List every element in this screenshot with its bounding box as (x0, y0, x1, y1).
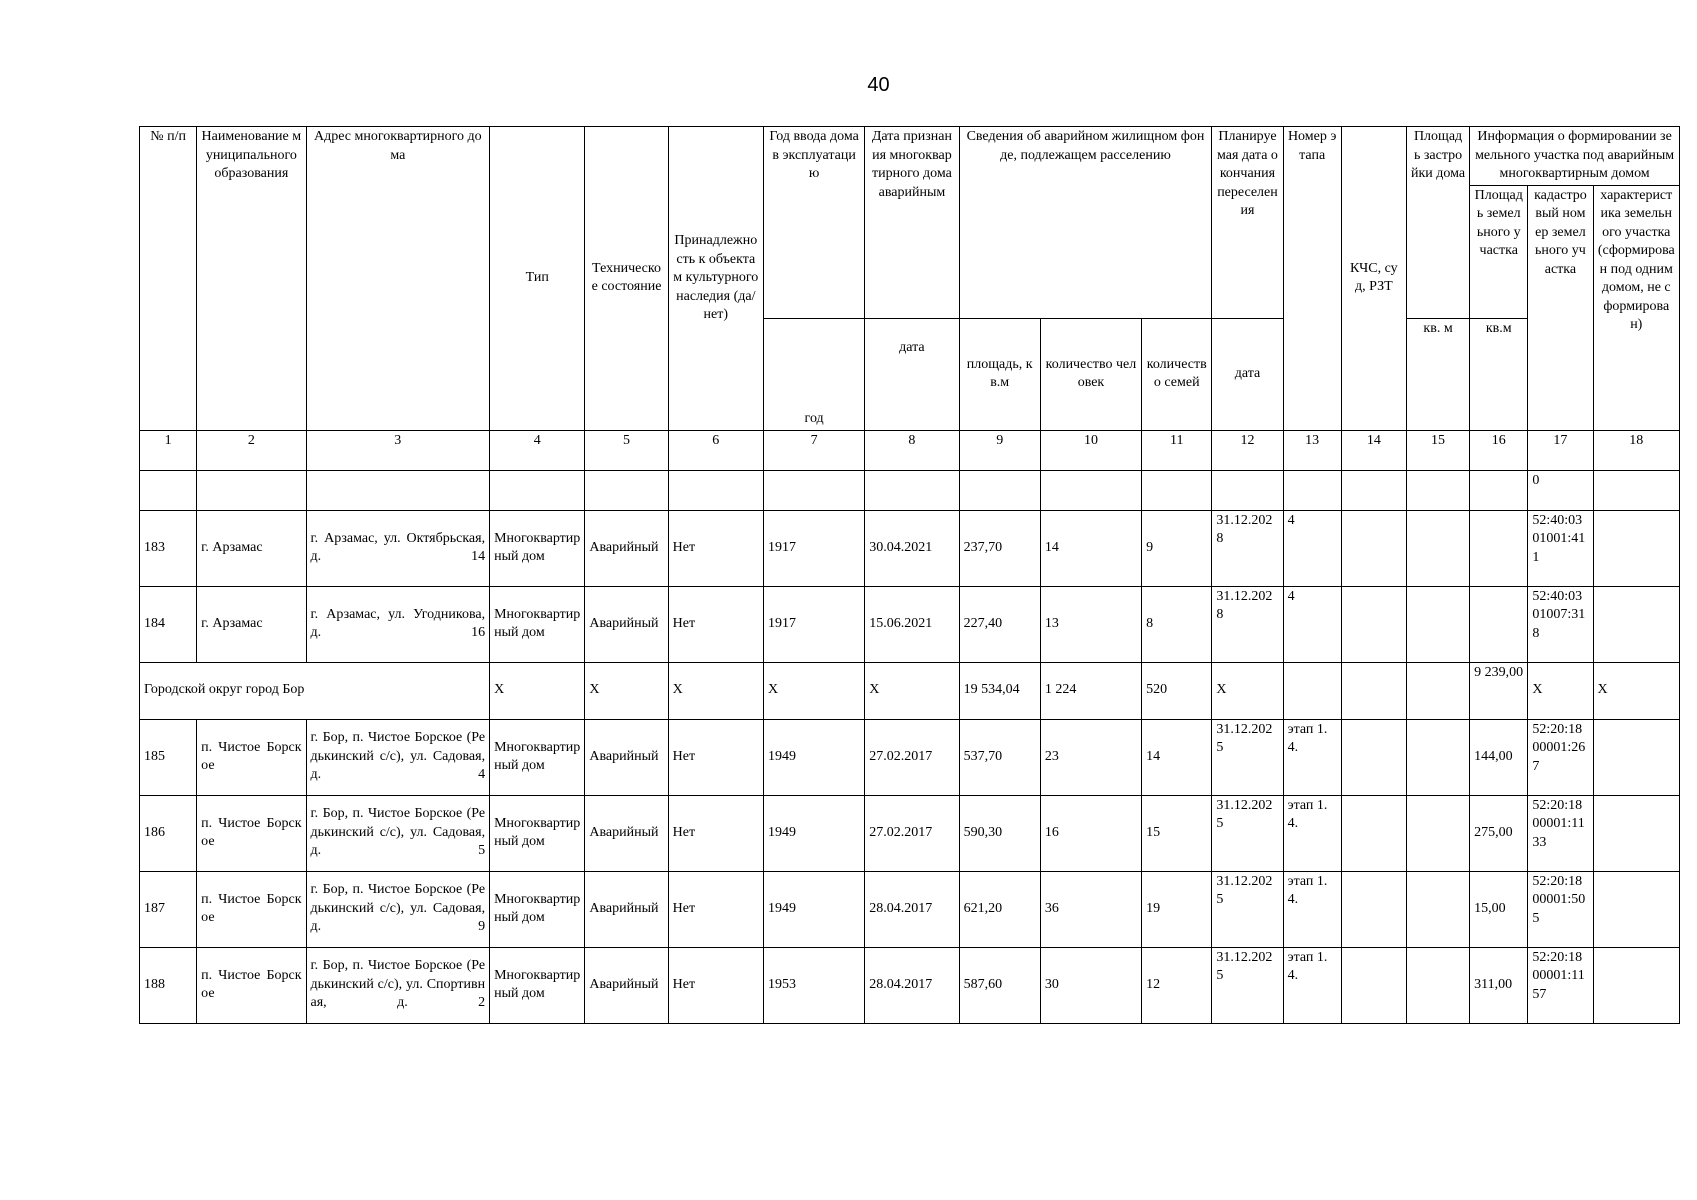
header-col-16-unit: кв.м (1470, 318, 1528, 430)
stage-number: 4 (1283, 586, 1341, 662)
heritage-status: Нет (668, 947, 763, 1023)
column-number: 3 (306, 430, 490, 470)
house-type: Многоквартирный дом (490, 947, 585, 1023)
stage-number: этап 1.4. (1283, 871, 1341, 947)
planned-end-date: 31.12.2028 (1212, 510, 1283, 586)
resettlement-area: 587,60 (959, 947, 1040, 1023)
resettlement-area: 590,30 (959, 795, 1040, 871)
people-count: 23 (1040, 719, 1141, 795)
header-col-15-unit: кв. м (1406, 318, 1469, 430)
families-count: 8 (1142, 586, 1212, 662)
header-col-1: № п/п (140, 127, 197, 431)
column-number: 1 (140, 430, 197, 470)
land-area: 144,00 (1470, 719, 1528, 795)
commission-year: 1949 (763, 871, 864, 947)
house-type: Многоквартирный дом (490, 586, 585, 662)
technical-state: Аварийный (585, 947, 668, 1023)
people-count: 14 (1040, 510, 1141, 586)
address: г. Арзамас, ул. Угодникова, д. 16 (306, 586, 490, 662)
technical-state: Аварийный (585, 586, 668, 662)
resettlement-area: 227,40 (959, 586, 1040, 662)
land-characteristic (1593, 719, 1679, 795)
building-area (1406, 719, 1469, 795)
emergency-date: 27.02.2017 (865, 795, 959, 871)
technical-state: Аварийный (585, 510, 668, 586)
summary-type: X (490, 662, 585, 719)
summary-land-area: 9 239,00 (1470, 662, 1528, 719)
people-count: 36 (1040, 871, 1141, 947)
people-count: 13 (1040, 586, 1141, 662)
kchs-court-rzt (1341, 795, 1406, 871)
planned-end-date: 31.12.2025 (1212, 947, 1283, 1023)
municipality: п. Чистое Борское (197, 871, 306, 947)
emergency-date: 28.04.2017 (865, 947, 959, 1023)
page-number: 40 (867, 74, 890, 96)
header-col-10: количество человек (1040, 318, 1141, 430)
continuation-row (140, 470, 1680, 510)
header-row-1 (140, 127, 1680, 186)
header-col-8-unit: дата (865, 318, 959, 430)
header-col-4: Тип (490, 127, 585, 431)
table-row (140, 947, 1680, 1023)
building-area (1406, 586, 1469, 662)
people-count: 30 (1040, 947, 1141, 1023)
row-number: 188 (140, 947, 197, 1023)
municipality: г. Арзамас (197, 586, 306, 662)
header-col-12-unit: дата (1212, 318, 1283, 430)
column-number: 17 (1528, 430, 1593, 470)
column-number: 15 (1406, 430, 1469, 470)
commission-year: 1917 (763, 510, 864, 586)
people-count: 16 (1040, 795, 1141, 871)
kchs-court-rzt (1341, 719, 1406, 795)
emergency-date: 15.06.2021 (865, 586, 959, 662)
land-area: 15,00 (1470, 871, 1528, 947)
header-col-14: КЧС, суд, РЗТ (1341, 127, 1406, 431)
table-row (140, 871, 1680, 947)
column-number: 13 (1283, 430, 1341, 470)
summary-plan: X (1212, 662, 1283, 719)
municipality: п. Чистое Борское (197, 795, 306, 871)
heritage-status: Нет (668, 871, 763, 947)
planned-end-date: 31.12.2028 (1212, 586, 1283, 662)
cadastral-number: 52:20:1800001:1133 (1528, 795, 1593, 871)
address: г. Арзамас, ул. Октябрьская, д. 14 (306, 510, 490, 586)
row-number: 183 (140, 510, 197, 586)
address: г. Бор, п. Чистое Борское (Редькинский с/с), ул. Садовая, д. 4 (306, 719, 490, 795)
header-group-16-18: Информация о формировании земельного участка под аварийным многоквартирным домом (1470, 127, 1680, 186)
kchs-court-rzt (1341, 586, 1406, 662)
resettlement-area: 537,70 (959, 719, 1040, 795)
column-number: 10 (1040, 430, 1141, 470)
summary-people: 1 224 (1040, 662, 1141, 719)
emergency-date: 30.04.2021 (865, 510, 959, 586)
cadastral-number: 52:20:1800001:1157 (1528, 947, 1593, 1023)
cadastral-number: 52:40:0301007:318 (1528, 586, 1593, 662)
header-col-7: Год ввода дома в эксплуатацию (763, 127, 864, 319)
header-col-6: Принадлежность к объектам культурного наследия (да/нет) (668, 127, 763, 431)
cadastral-number: 52:40:0301001:411 (1528, 510, 1593, 586)
house-type: Многоквартирный дом (490, 795, 585, 871)
land-characteristic (1593, 510, 1679, 586)
heritage-status: Нет (668, 719, 763, 795)
header-col-12: Планируемая дата окончания переселения (1212, 127, 1283, 319)
column-number-row (140, 430, 1680, 470)
column-number: 18 (1593, 430, 1679, 470)
row-number: 187 (140, 871, 197, 947)
column-number: 14 (1341, 430, 1406, 470)
table-row (140, 510, 1680, 586)
commission-year: 1953 (763, 947, 864, 1023)
summary-heritage: X (668, 662, 763, 719)
commission-year: 1917 (763, 586, 864, 662)
summary-municipality: Городской округ город Бор (140, 662, 490, 719)
address: г. Бор, п. Чистое Борское (Редькинский с/с), ул. Садовая, д. 9 (306, 871, 490, 947)
stage-number: этап 1.4. (1283, 795, 1341, 871)
header-col-15: Площадь застройки дома (1406, 127, 1469, 319)
row-number: 185 (140, 719, 197, 795)
header-col-8: Дата признания многоквартирного дома аварийным (865, 127, 959, 319)
technical-state: Аварийный (585, 871, 668, 947)
land-area: 275,00 (1470, 795, 1528, 871)
technical-state: Аварийный (585, 795, 668, 871)
technical-state: Аварийный (585, 719, 668, 795)
building-area (1406, 795, 1469, 871)
summary-characteristic: X (1593, 662, 1679, 719)
emergency-date: 28.04.2017 (865, 871, 959, 947)
header-col-18: характеристика земельного участка (сформирован под одним домом, не сформирован) (1593, 185, 1679, 430)
column-number: 6 (668, 430, 763, 470)
cadastral-number-cell: 0 (1528, 470, 1593, 510)
summary-cadastral: X (1528, 662, 1593, 719)
land-area (1470, 510, 1528, 586)
column-number: 9 (959, 430, 1040, 470)
column-number: 11 (1142, 430, 1212, 470)
planned-end-date: 31.12.2025 (1212, 871, 1283, 947)
header-group-9-11: Сведения об аварийном жилищном фонде, подлежащем расселению (959, 127, 1212, 319)
land-characteristic (1593, 586, 1679, 662)
land-characteristic (1593, 871, 1679, 947)
stage-number: 4 (1283, 510, 1341, 586)
table-row (140, 795, 1680, 871)
land-area: 311,00 (1470, 947, 1528, 1023)
summary-year: X (763, 662, 864, 719)
row-number: 184 (140, 586, 197, 662)
summary-state: X (585, 662, 668, 719)
resettlement-area: 621,20 (959, 871, 1040, 947)
commission-year: 1949 (763, 795, 864, 871)
column-number: 12 (1212, 430, 1283, 470)
families-count: 14 (1142, 719, 1212, 795)
header-col-5: Техническое состояние (585, 127, 668, 431)
table-row (140, 586, 1680, 662)
stage-number: этап 1.4. (1283, 719, 1341, 795)
families-count: 12 (1142, 947, 1212, 1023)
header-col-7-unit: год (763, 318, 864, 430)
kchs-court-rzt (1341, 510, 1406, 586)
header-col-17: кадастровый номер земельного участка (1528, 185, 1593, 430)
building-area (1406, 947, 1469, 1023)
address: г. Бор, п. Чистое Борское (Редькинский с/с), ул. Спортивная, д. 2 (306, 947, 490, 1023)
cadastral-number: 52:20:1800001:267 (1528, 719, 1593, 795)
house-type: Многоквартирный дом (490, 510, 585, 586)
column-number: 16 (1470, 430, 1528, 470)
header-col-9: площадь, кв.м (959, 318, 1040, 430)
resettlement-area: 237,70 (959, 510, 1040, 586)
house-type: Многоквартирный дом (490, 871, 585, 947)
land-characteristic (1593, 947, 1679, 1023)
column-number: 2 (197, 430, 306, 470)
municipality: г. Арзамас (197, 510, 306, 586)
column-number: 4 (490, 430, 585, 470)
header-col-13: Номер этапа (1283, 127, 1341, 431)
column-number: 8 (865, 430, 959, 470)
kchs-court-rzt (1341, 947, 1406, 1023)
commission-year: 1949 (763, 719, 864, 795)
planned-end-date: 31.12.2025 (1212, 719, 1283, 795)
header-col-16: Площадь земельного участка (1470, 185, 1528, 318)
building-area (1406, 871, 1469, 947)
municipality: п. Чистое Борское (197, 947, 306, 1023)
emergency-date: 27.02.2017 (865, 719, 959, 795)
table-row (140, 719, 1680, 795)
header-col-2: Наименование муниципального образования (197, 127, 306, 431)
header-col-11: количество семей (1142, 318, 1212, 430)
cadastral-number: 52:20:1800001:505 (1528, 871, 1593, 947)
column-number: 5 (585, 430, 668, 470)
planned-end-date: 31.12.2025 (1212, 795, 1283, 871)
summary-date: X (865, 662, 959, 719)
families-count: 19 (1142, 871, 1212, 947)
heritage-status: Нет (668, 510, 763, 586)
heritage-status: Нет (668, 795, 763, 871)
heritage-status: Нет (668, 586, 763, 662)
address: г. Бор, п. Чистое Борское (Редькинский с/с), ул. Садовая, д. 5 (306, 795, 490, 871)
land-area (1470, 586, 1528, 662)
emergency-housing-table (139, 126, 1680, 1024)
families-count: 9 (1142, 510, 1212, 586)
summary-families: 520 (1142, 662, 1212, 719)
house-type: Многоквартирный дом (490, 719, 585, 795)
land-characteristic (1593, 795, 1679, 871)
municipality: п. Чистое Борское (197, 719, 306, 795)
column-number: 7 (763, 430, 864, 470)
kchs-court-rzt (1341, 871, 1406, 947)
stage-number: этап 1.4. (1283, 947, 1341, 1023)
building-area (1406, 510, 1469, 586)
header-col-3: Адрес многоквартирного дома (306, 127, 490, 431)
summary-area: 19 534,04 (959, 662, 1040, 719)
row-number: 186 (140, 795, 197, 871)
families-count: 15 (1142, 795, 1212, 871)
summary-row (140, 662, 1680, 719)
